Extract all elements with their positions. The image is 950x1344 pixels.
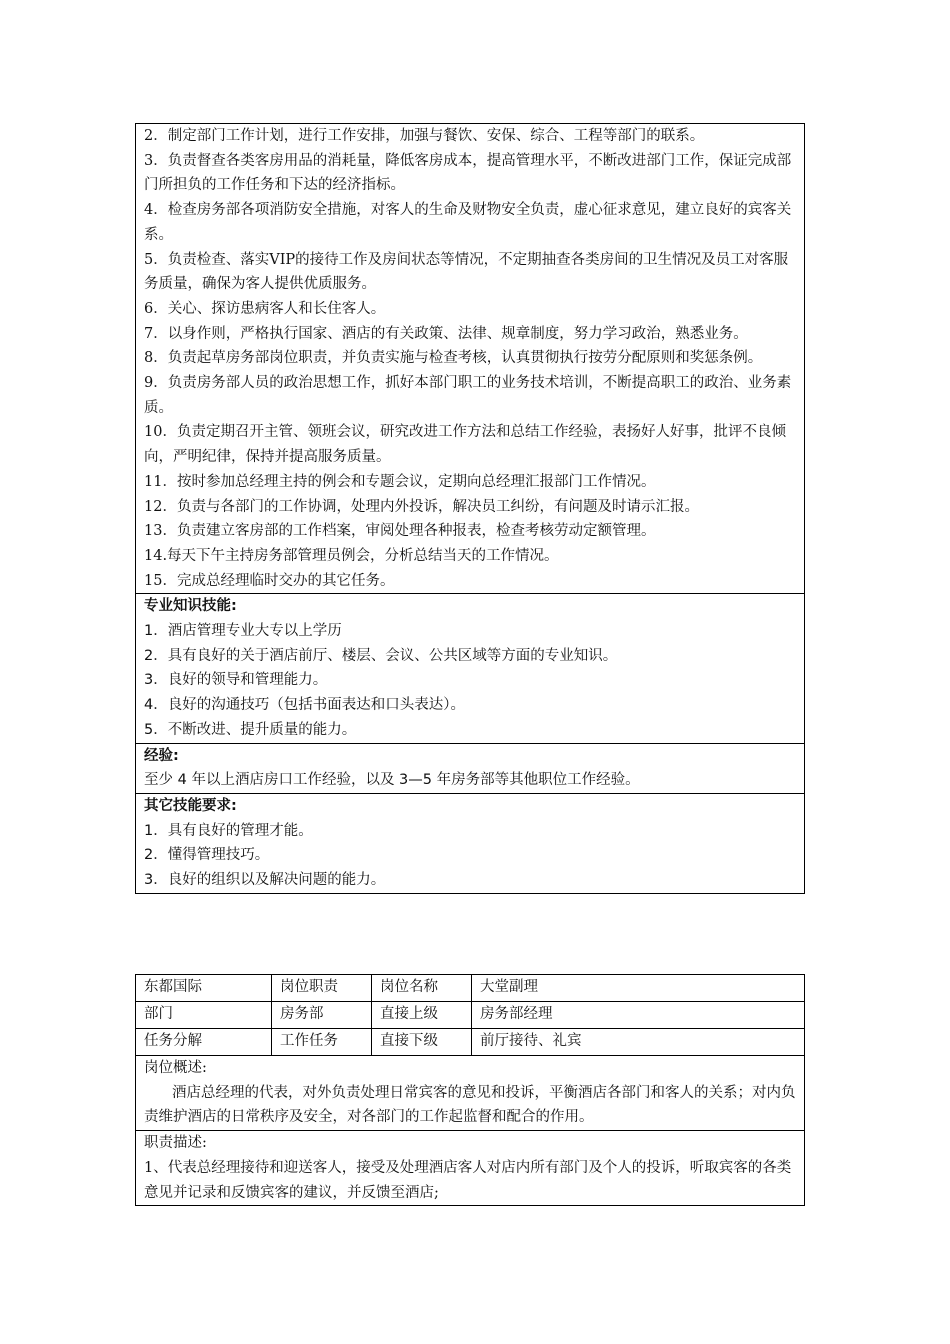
duty-item: 4．检查房务部各项消防安全措施，对客人的生命及财物安全负责，虚心征求意见，建立良好的宾客关系。 — [144, 202, 792, 243]
experience-section — [136, 743, 804, 793]
table-cell: 前厅接待、礼宾 — [471, 1029, 804, 1055]
skills-heading: 专业知识技能: — [144, 598, 237, 615]
experience-heading: 经验: — [144, 747, 179, 764]
duty-item: 3．负责督查各类客房用品的消耗量，降低客房成本，提高管理水平，不断改进部门工作，保证完成部门所担负的工作任务和下达的经济指标。 — [144, 152, 792, 194]
other-skills-section — [136, 793, 804, 893]
skill-item: 1．酒店管理专业大专以上学历 — [144, 623, 342, 640]
table-cell: 房务部 — [271, 1002, 371, 1028]
other-skill-item: 3．良好的组织以及解决问题的能力。 — [144, 872, 386, 889]
table-cell: 部门 — [144, 1006, 173, 1022]
table-cell: 东都国际 — [144, 979, 202, 995]
skill-item: 5．不断改进、提升质量的能力。 — [144, 721, 357, 738]
other-skill-item: 1．具有良好的管理才能。 — [144, 822, 313, 839]
duty-item: 14.每天下午主持房务部管理员例会，分析总结当天的工作情况。 — [144, 547, 559, 564]
table-row — [136, 1028, 804, 1055]
skill-item: 2．具有良好的关于酒店前厅、楼层、会议、公共区域等方面的专业知识。 — [144, 647, 618, 664]
table-cell: 工作任务 — [271, 1029, 371, 1055]
table-cell: 直接下级 — [371, 1029, 471, 1055]
overview-text: 酒店总经理的代表，对外负责处理日常宾客的意见和投诉，平衡酒店各部门和客人的关系；对内负责维护酒店的日常秩序及安全，对各部门的工作起监督和配合的作用。 — [144, 1084, 796, 1126]
duty-item: 10．负责定期召开主管、领班会议，研究改进工作方法和总结工作经验，表扬好人好事，批评不良倾向，严明纪律，保持并提高服务质量。 — [144, 424, 786, 466]
other-skills-heading: 其它技能要求: — [144, 797, 237, 814]
table-row — [136, 1001, 804, 1028]
table-row — [136, 975, 804, 1001]
skill-item: 4．良好的沟通技巧（包括书面表达和口头表达）。 — [144, 697, 465, 714]
duty-item: 13．负责建立客房部的工作档案，审阅处理各种报表，检查考核劳动定额管理。 — [144, 523, 656, 540]
overview-section — [136, 1055, 804, 1130]
duty-item: 1、代表总经理接待和迎送客人，接受及处理酒店客人对店内所有部门及个人的投诉，听取宾客的各类意见并记录和反馈宾客的建议，并反馈至酒店; — [144, 1159, 792, 1201]
duty-item: 8．负责起草房务部岗位职责，并负责实施与检查考核，认真贯彻执行按劳分配原则和奖惩条例。 — [144, 350, 763, 367]
table-cell: 大堂副理 — [471, 975, 804, 1001]
skills-section — [136, 593, 804, 742]
duty-item: 11．按时参加总经理主持的例会和专题会议，定期向总经理汇报部门工作情况。 — [144, 473, 656, 490]
other-skill-item: 2．懂得管理技巧。 — [144, 847, 270, 864]
duties-description-section — [136, 1130, 804, 1205]
duties-heading: 职责描述: — [144, 1135, 207, 1152]
table-cell: 房务部经理 — [471, 1002, 804, 1028]
duty-item: 9．负责房务部人员的政治思想工作，抓好本部门职工的业务技术培训，不断提高职工的政治、业务素质。 — [144, 375, 792, 416]
skill-item: 3．良好的领导和管理能力。 — [144, 672, 328, 689]
duty-item: 2．制定部门工作计划，进行工作安排，加强与餐饮、安保、综合、工程等部门的联系。 — [144, 128, 705, 144]
assistant-manager-job-table — [135, 974, 805, 1206]
experience-text: 至少 4 年以上酒店房口工作经验，以及 3—5 年房务部等其他职位工作经验。 — [144, 772, 640, 789]
duties-section — [136, 124, 804, 593]
table-cell: 岗位职责 — [271, 975, 371, 1001]
table-cell: 直接上级 — [371, 1002, 471, 1028]
duty-item: 12．负责与各部门的工作协调，处理内外投诉，解决员工纠纷，有问题及时请示汇报。 — [144, 498, 699, 515]
duty-item: 7．以身作则，严格执行国家、酒店的有关政策、法律、规章制度，努力学习政治，熟悉业务。 — [144, 325, 748, 342]
table-cell: 岗位名称 — [371, 975, 471, 1001]
table-cell: 任务分解 — [144, 1033, 202, 1049]
duty-item: 5．负责检查、落实VIP的接待工作及房间状态等情况，不定期抽查各类房间的卫生情况及员工对客服务质量，确保为客人提供优质服务。 — [144, 251, 789, 293]
duty-item: 6．关心、探访患病客人和长住客人。 — [144, 300, 386, 317]
job-description-table-continued — [135, 123, 805, 894]
duty-item: 15．完成总经理临时交办的其它任务。 — [144, 572, 395, 589]
overview-heading: 岗位概述: — [144, 1060, 207, 1076]
